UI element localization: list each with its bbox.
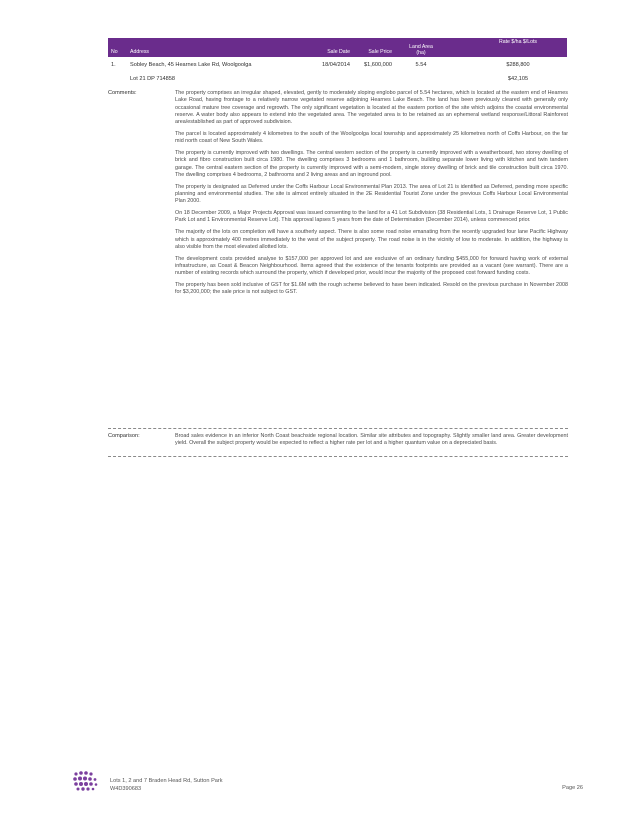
row-number: 1.	[111, 62, 116, 68]
comments-paragraph: The parcel is located approximately 4 kilometres to the south of the Woolgoolga local township and approximately 25 kilometres north of Coffs Harbour, on the far mid north coast of New South Wales.	[175, 130, 568, 145]
header-no: No	[111, 49, 118, 55]
comments-label: Comments:	[108, 90, 137, 96]
sales-table-header	[108, 38, 567, 57]
comments-paragraph: The property is designated as Deferred under the Coffs Harbour Local Environmental Plan 2013. The area of Lot 21 is identified as Deferred, pending more specific planning and environmental studies. The site is almost entirely situated in the 2E Residential Tourist Zone under the previous Coffs Harbour Local Environmental Plan 2000.	[175, 183, 568, 205]
divider	[108, 428, 568, 429]
comparison-text: Broad sales evidence in an inferior North Coast beachside regional location. Similar site attributes and topography. Slightly smaller land area. Greater development yield. Overall the subject property would be expected to reflect a higher rate per lot and a higher quantum value on a depreciated basis.	[175, 433, 568, 447]
header-sale-price: Sale Price	[368, 49, 392, 55]
comments-paragraph: On 18 December 2009, a Major Projects Approval was issued consenting to the land for a 41 Lot Subdivision (38 Residential Lots, 1 Drainage Reserve Lot, 1 Public Park Lot and 1 Environmental Reserve Lot). This approval lapses 5 years from the date of Determination (December 2014), unless commenced prior.	[175, 210, 568, 224]
page-number: Page 26	[562, 785, 583, 791]
row-rate-per-ha: $288,800	[506, 62, 530, 68]
row-sale-date: 18/04/2014	[322, 62, 350, 68]
header-address: Address	[130, 49, 150, 55]
footer-reference: W4D390683	[110, 786, 142, 792]
header-rate: Rate $/ha $/Lots	[498, 39, 538, 45]
header-sale-date: Sale Date	[327, 49, 350, 55]
comments-paragraph: The majority of the lots on completion will have a southerly aspect. There is also some road noise emanating from the recently upgraded four lane Pacific Highway which is approximately 400 metres immediately to the west of the subject property. The road noise is in the vicinity of low to moderate. In addition, the highway is also visible from the most elevated allotted lots.	[175, 229, 568, 250]
comments-body	[175, 90, 568, 301]
comparison-label: Comparison:	[108, 433, 140, 439]
comments-paragraph: The development costs provided analyse to $157,000 per approved lot and are exclusive of an ordinary funding $455,000 for forward having work of external infrastructure, as Coast & Beacon Neighbourhood. Items agreed that the existence of the tenants footprints are provided as a vacant (see warrant). There are a number of existing records which surround the property, which if developed prior, would incur the majority of the proposed cost forward funding costs.	[175, 255, 568, 277]
comments-paragraph: The property has been sold inclusive of GST for $1.6M with the rough scheme believed to have been indicated. Resold on the previous purchase in November 2008 for $3,200,000; the sale price is not subject to GST.	[175, 282, 568, 296]
comments-paragraph: The property comprises an irregular shaped, elevated, gently to moderately sloping englobo parcel of 5.54 hectares, which is located at the eastern end of Hearnes Lake Road, having frontage to a relatively narrow vegetated reserve adjoining Hearnes Lake Beach. The land has been previously cleared with generally only occasional mature tree coverage and regrowth. The only significant vegetation is located at the eastern portion of the site which adjoins the coastal environmental reserve. A water body also appears to extend into the vegetated area. The vegetated area is to be retained as an ephemeral wetland response/Littoral Rainforest area/established as part of approved subdivision.	[175, 90, 568, 126]
row-lot-dp: Lot 21 DP 714858	[130, 76, 175, 82]
footer-address-block	[110, 777, 223, 793]
row-rate-per-lot: $42,105	[507, 76, 529, 82]
row-sale-price: $1,600,000	[364, 62, 392, 68]
row-address: Sobley Beach, 45 Hearnes Lake Rd, Woolgoolga	[130, 62, 252, 68]
comments-paragraph: The property is currently improved with two dwellings. The central western section of the property is currently improved with a weatherboard, two storey dwelling of brick and fibro construction built circa 1980. The dwelling comprises 3 bedrooms and 1 bathroom, building separate lower living with kitchen and twin tandem garage. The central eastern section of the property is currently improved with a semi-modern, single storey dwelling of brick and tile construction built circa 1970. The dwelling comprises 4 bedrooms, 2 bathrooms and 2 living areas and an inground pool.	[175, 150, 568, 178]
company-logo-icon	[72, 770, 102, 792]
row-land-area: 5.54	[415, 62, 427, 68]
footer-address: Lots 1, 2 and 7 Braden Head Rd, Sutton Park	[110, 778, 223, 784]
divider	[108, 456, 568, 457]
header-land-area: Land Area (ha)	[409, 44, 433, 56]
